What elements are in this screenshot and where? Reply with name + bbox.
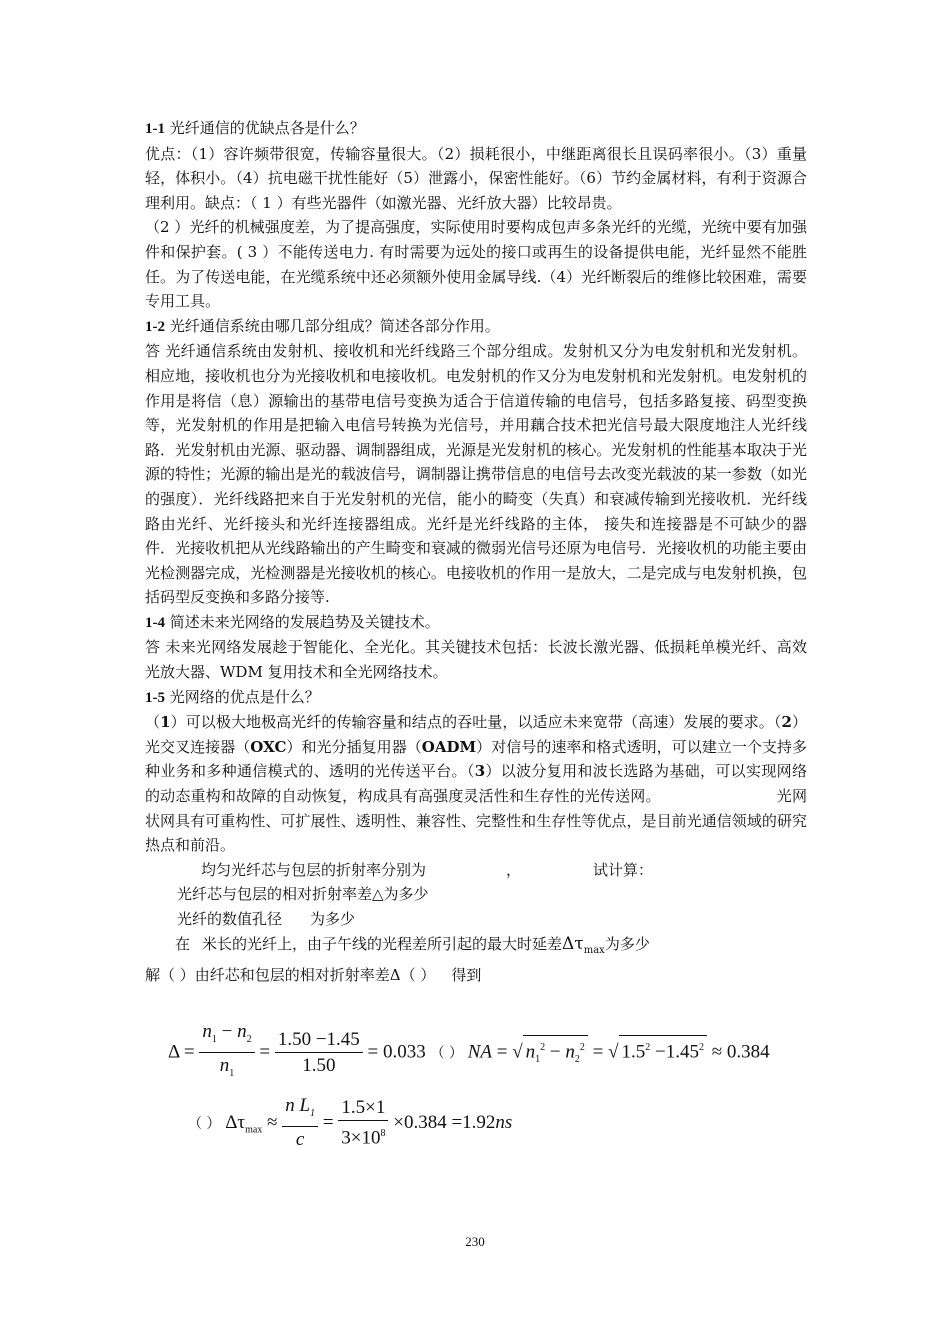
fraction (199, 1020, 254, 1087)
text-run: 光纤的数值孔径 (177, 910, 283, 928)
text-run: 米长的光纤上，由子午线的光程差所引起的最大时延差 (202, 934, 563, 953)
variable-n: n (525, 1041, 536, 1063)
question-title: 光网络的优点是什么？ (165, 687, 320, 706)
problem-line: 光纤芯与包层的相对折射率差△为多少 (177, 885, 429, 904)
text-run: 光网状网具有可重构性、可扩展性、透明性、兼容性、完整性和生存性等优点，是目前光通信领域的研究热点和前沿。 (145, 787, 807, 855)
subscript: 2 (574, 1054, 580, 1066)
term-nl: n L (285, 1095, 311, 1116)
item-paren: （ ） (188, 1115, 221, 1132)
unit-ns: ns (495, 1111, 513, 1133)
variable-n: n (565, 1041, 575, 1063)
text-run: 为多少 (310, 910, 356, 928)
number: 1.5 (621, 1041, 646, 1063)
text-run: 解（ ）由纤芯和包层的相对折射率差 (145, 966, 390, 985)
term-oxc: OXC (250, 737, 287, 756)
result: = 0.033 (367, 1041, 426, 1063)
denominator (338, 1121, 388, 1151)
text-run: 试计算： (593, 860, 654, 879)
approx-sign: ≈ (267, 1111, 278, 1133)
text-run: 为多少 (604, 934, 650, 953)
paragraph: 答 未来光网络发展趁于智能化、全光化。其关键技术包括：长波长激光器、低损耗单模光纤、高效光放大器、WDM 复用技术和全光网络技术。 (145, 638, 807, 682)
question-number: 1-4 (145, 614, 165, 631)
superscript: 2 (540, 1042, 546, 1054)
number: −1.45 (650, 1041, 699, 1063)
item-number: 1 (160, 713, 171, 732)
minus-sign: − (549, 1041, 561, 1063)
numerator (282, 1094, 318, 1127)
text-run: ）以波分复用和波长选路为基础，可以实现网络的动态重构和故障的自动恢复，构成具有高强度灵活性和生存性的光传送网。 (145, 762, 807, 806)
symbol-dtau: Δτ (225, 1111, 246, 1133)
symbol-delta: Δ (168, 1041, 180, 1063)
term-oadm: OADM (421, 737, 477, 756)
subscript: 1 (229, 1067, 235, 1079)
fraction (275, 1028, 363, 1079)
denominator: c (295, 1128, 305, 1150)
text-run: 均匀光纤芯与包层的折射率分别为 (201, 860, 427, 879)
sqrt-sign: √ (512, 1041, 523, 1063)
fraction (338, 1096, 388, 1151)
question-title: 简述未来光网络的发展趋势及关键技术。 (165, 612, 440, 631)
equation-delta (168, 1020, 770, 1087)
numerator (199, 1020, 254, 1053)
problem-line (145, 932, 807, 964)
item-number: 3 (474, 762, 486, 781)
text-run: ）和光分插复用器（ (286, 737, 422, 756)
problem-line (145, 858, 807, 883)
result: ≈ 0.384 (711, 1041, 770, 1063)
superscript: 2 (699, 1042, 704, 1054)
equation-time-delay (188, 1094, 512, 1153)
minus-sign: − (221, 1021, 233, 1042)
text-run: 在 (175, 934, 191, 953)
symbol-delta: Δ (389, 966, 401, 985)
numerator: 1.5×1 (338, 1096, 388, 1121)
paragraph: 优点：（1）容许频带很宽，传输容量很大。（2）损耗很小，中继距离很长且误码率很小。（3）重量轻，体积小。（4）抗电磁干扰性能好（5）泄露小，保密性能好。（6）节约金属材料，有利于资源合理利用。缺点：（ 1 ）有些光器件（如激光器、光纤放大器）比较昂贵。 (145, 144, 807, 212)
question-number: 1-5 (145, 689, 165, 706)
question-heading (145, 685, 807, 711)
numerator: 1.50 −1.45 (275, 1028, 363, 1053)
text-run: ）光交叉连接器（ (145, 713, 807, 756)
number: 3×10 (341, 1127, 381, 1149)
text-run: 得到 (451, 966, 482, 985)
denominator (199, 1053, 254, 1087)
variable-na: NA (467, 1041, 492, 1063)
question-title: 光纤通信系统由哪几部分组成？简述各部分作用。 (165, 316, 500, 335)
paragraph: 答 光纤通信系统由发射机、接收机和光纤线路三个部分组成。发射机又分为电发射机和光发射机。相应地，接收机也分为光接收机和电接收机。电发射机的作又分为电发射机和光发射机。电发射机的作用是将信（息）源输出的基带电信号变换为适合于信道传输的电信号，包括多路复接、码型变换等，光发射机的作用是把输入电信号转换为光信号，并用藕合技术把光信号最大限度地注人光纤线路．光发射机由光源、驱动器、调制器组成，光源是光发射机的核心。光发射机的性能基本取决于光源的特性；光源的输出是光的载波信号，调制器让携带信息的电信号去改变光载波的某一参数（如光的强度）．光纤线路把来自于光发射机的光信，能小的畸变（失真）和衰减传输到光接收机．光纤线路由光纤、光纤接头和光纤连接器组成。光纤是光纤线路的主体， 接失和连接器是不可缺少的器件．光接收机把从光线路输出的产生畸变和衰减的微弱光信号还原为电信号．光接收机的功能主要由光检测器完成，光检测器是光接收机的核心。电接收机的作用一是放大，二是完成与电发射机换，包括码型反变换和多路分接等. (145, 342, 807, 607)
question-title: 光纤通信的优缺点各是什么？ (165, 119, 365, 137)
text-run: ）对信号的速率和格式透明，可以建立一个支持多种业务和多种通信模式的、透明的光传送平台。（ (145, 737, 807, 781)
paragraph (145, 710, 807, 858)
question-heading (145, 314, 807, 340)
problem-line (145, 907, 807, 932)
equals-sign: = (259, 1041, 271, 1063)
page-number: 230 (465, 1234, 485, 1249)
radicand (523, 1035, 588, 1072)
paragraph: （2 ）光纤的机械强度差，为了提高强度，实际使用时要构成包声多条光纤的光缆，光统中要有加强件和保护套。( 3 ）不能传送电力. 有时需要为远处的接口或再生的设备提供电能，光纤显然不能胜任。为了传送电能，在光缆系统中还必须额外使用金属导线.（4）光纤断裂后的维修比较困难，需要专用工具。 (145, 218, 807, 311)
fraction (282, 1094, 318, 1153)
question-heading (145, 610, 807, 636)
text-run: ， (506, 860, 522, 879)
sqrt-sign: √ (608, 1041, 619, 1063)
variable-n: n (219, 1054, 230, 1076)
problem-line (145, 963, 807, 988)
text-run: ）可以极大地极高光纤的传输容量和结点的吞吐量，以适应未来宽带（高速）发展的要求。（ (170, 713, 782, 732)
text-run: （ (145, 713, 161, 732)
superscript: 2 (579, 1042, 585, 1054)
denominator: 1.50 (302, 1054, 336, 1076)
superscript: 2 (645, 1042, 651, 1054)
subscript: 1 (310, 1107, 316, 1119)
subscript: max (245, 1124, 263, 1136)
subscript: 1 (535, 1054, 541, 1066)
result: ×0.384 =1.92 (393, 1111, 496, 1133)
subscript: 2 (246, 1033, 252, 1045)
question-number: 1-2 (145, 318, 165, 335)
text-run: （ ） (400, 966, 436, 985)
subscript: 1 (211, 1033, 217, 1045)
question-number: 1-1 (145, 121, 165, 137)
item-paren: （ ） (430, 1045, 463, 1062)
equals-sign: = (592, 1041, 604, 1063)
variable-n: n (202, 1021, 212, 1042)
radicand (619, 1035, 707, 1064)
superscript: 8 (380, 1127, 386, 1139)
variable-n: n (237, 1021, 247, 1042)
symbol-dtau: Δτ (562, 933, 584, 954)
equals-sign: = (496, 1041, 508, 1063)
question-heading (145, 116, 807, 142)
item-number: 2 (781, 713, 792, 732)
equals-sign: = (322, 1111, 334, 1133)
body-text (145, 116, 807, 988)
subscript: max (583, 944, 605, 956)
equals-sign: = (183, 1041, 195, 1063)
